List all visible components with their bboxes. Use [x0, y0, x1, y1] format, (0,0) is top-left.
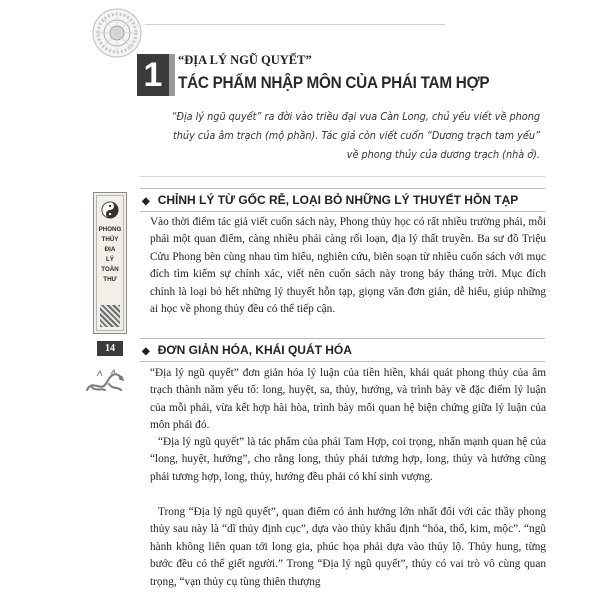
- banner-line: THỦY: [101, 236, 119, 243]
- ornament-medallion-icon: [92, 8, 142, 58]
- diamond-bullet-icon: ◆: [142, 346, 150, 357]
- section-heading: [142, 193, 518, 207]
- paragraph: “Địa lý ngũ quyết” là tác phẩm của phái Tam Hợp, coi trọng, nhấn mạnh quan hệ của “long, huyệt, hướng”, cho rằng long, thủy phải tương hợp, long, thủy và hướng cũng phải tương hợp, long, thủy, hướng đều phải có khí sinh vượng.: [150, 436, 546, 483]
- paragraph: “Địa lý ngũ quyết” đơn giản hóa lý luận của tiền hiền, khái quát phong thủy của âm trạch thành năm yếu tố: long, huyệt, sa, thủy, hướng, và trình bày về đặc điểm lý luận của mỗi phái, vừa kết hợp hài hòa, trình bày mối quan hệ biện chứng giữa lý luận của môn phái đó.: [150, 367, 546, 432]
- paragraph: Trong “Địa lý ngũ quyết”, quan điểm có ảnh hưởng lớn nhất đối với các thầy phong thủy sau này là “dĩ thủy định cục”, dựa vào thủy khẩu định “hỏa, thổ, kim, mộc”. “ngũ hành không liên quan tới long gia, phúc họa phải dựa vào thủy lộ. Thủy hung, từng bước đều có thể giết người.” Trong “Địa lý ngũ quyết”, thủy có vai trò vô cùng quan trọng, “vạn thủy cụ tùng thiên thượng: [150, 506, 546, 588]
- chapter-subtitle: “ĐỊA LÝ NGŨ QUYẾT”: [178, 53, 312, 67]
- chapter-title: TÁC PHẨM NHẬP MÔN CỦA PHÁI TAM HỢP: [178, 73, 490, 92]
- section-divider: [140, 361, 545, 362]
- section-divider: [140, 211, 545, 212]
- section-divider: [140, 338, 545, 339]
- section-divider: [140, 188, 545, 189]
- banner-series-title: [94, 225, 126, 285]
- banner-line: PHONG: [98, 226, 122, 233]
- section-heading-text: ĐƠN GIẢN HÓA, KHÁI QUÁT HÓA: [157, 343, 352, 357]
- banner-pattern: [100, 305, 120, 327]
- intro-divider: [140, 176, 545, 177]
- intro-quote: “Địa lý ngũ quyết” ra đời vào triều đại vua Càn Long, chủ yếu viết về phong thủy của âm trạch (mộ phần). Tác giả còn viết cuốn “Dương trạch tam yếu” về phong thủy của dương trạch (nhà ở).: [171, 112, 541, 161]
- banner-line: TOÀN: [101, 266, 119, 273]
- chapter-number: 1: [137, 54, 169, 96]
- yin-yang-icon: [101, 201, 119, 219]
- banner-line: ĐỊA: [104, 246, 116, 253]
- top-divider: [145, 24, 445, 25]
- section-heading-text: CHỈNH LÝ TỪ GỐC RỄ, LOẠI BỎ NHỮNG LÝ THUYẾT HỖN TẠP: [157, 193, 519, 207]
- banner-line: LÝ: [106, 256, 114, 263]
- diamond-bullet-icon: ◆: [142, 196, 150, 207]
- paragraph: Vào thời điểm tác giả viết cuốn sách này, Phong thủy học có rất nhiều trường phái, mỗi phái một quan điểm, càng nhiều phái càng rối loạn, địa lý thất truyền. Ba sư đồ Triệu Cửu Phong bèn cùng nhau tìm hiểu, nghiên cứu, biên soạn từ nhiều cuốn sách với mục đích tìm kiếm sự chính xác, viết nên cuốn sách này trong bảy tháng trời. Mục đích chính là loại bỏ hết những lý thuyết hỗn tạp, giọng văn đơn giản, dễ hiểu, giúp những ai học về phong thủy đều có thể tiếp cận.: [150, 216, 546, 316]
- dragon-ornament-icon: [83, 364, 127, 400]
- banner-line: THƯ: [103, 276, 117, 283]
- page-number: 14: [97, 341, 123, 356]
- section-heading: [142, 343, 352, 357]
- side-banner: [93, 192, 127, 334]
- chapter-accent-bar: [169, 54, 175, 96]
